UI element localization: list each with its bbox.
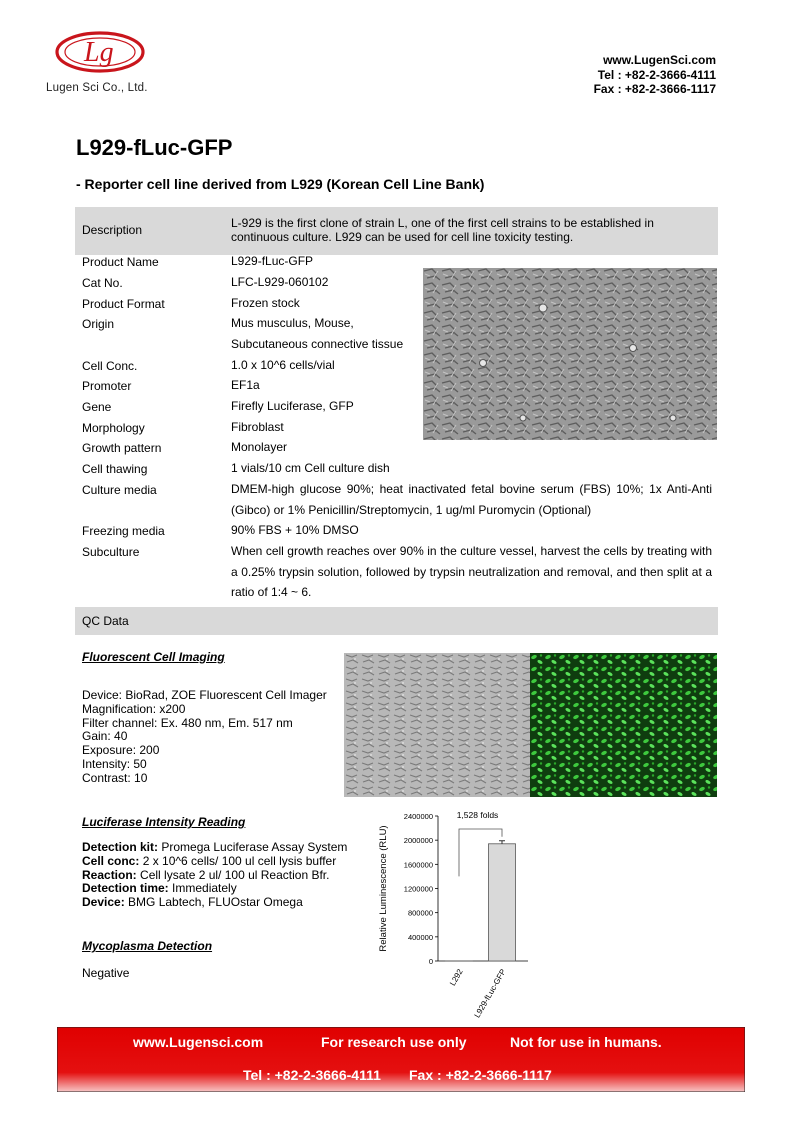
imaging-detail-line: Contrast: 10 [82,770,148,785]
spec-value: Firefly Luciferase, GFP [231,399,354,413]
cell-morphology-image [423,268,717,440]
luciferase-section-title: Luciferase Intensity Reading [82,815,246,829]
luciferase-key: Reaction: [82,867,137,882]
spec-value: DMEM-high glucose 90%; heat inactivated fetal bovine serum (FBS) 10%; 1x Anti-Anti (Gibco) or 1% Penicillin/Streptomycin, 1 ug/ml Puromycin (Optional) [231,482,712,517]
luciferase-value: 2 x 10^6 cells/ 100 ul cell lysis buffer [139,853,337,868]
luciferase-key: Detection time: [82,881,169,896]
spec-value: 90% FBS + 10% DMSO [231,523,359,537]
luciferase-line [82,896,347,910]
header-tel: Tel : +82-2-3666-4111 [597,67,716,82]
imaging-detail-line: Exposure: 200 [82,743,160,758]
bar [489,844,516,961]
luciferase-key: Detection kit: [82,840,159,854]
luciferase-chart [372,800,542,1030]
luciferase-details [82,841,347,910]
spec-value: EF1a [231,378,260,392]
spec-value: 1.0 x 10^6 cells/vial [231,358,335,372]
description-row [75,207,718,255]
luciferase-key: Cell conc: [82,853,140,868]
spec-label: Subculture [82,545,140,559]
spec-value: Fibroblast [231,420,284,434]
luciferase-value: Immediately [168,881,237,896]
footer-not-human: Not for use in humans. [510,1034,662,1050]
y-tick-label: 1600000 [403,860,433,870]
header-website[interactable]: www.LugenSci.com [603,53,716,67]
description-text: L-929 is the first clone of strain L, one of the first cell strains to be established in continuous culture. L929 can be used for cell line toxicity testing. [231,216,654,244]
description-label: Description [82,223,143,237]
y-tick-label: 1200000 [403,884,433,894]
mycoplasma-section-title: Mycoplasma Detection [82,939,213,953]
spec-value: L929-fLuc-GFP [231,254,314,268]
spec-label: Origin [82,317,115,331]
imaging-detail-line: Device: BioRad, ZOE Fluorescent Cell Imager [82,688,327,702]
imaging-detail-line: Gain: 40 [82,729,128,744]
spec-value: Subcutaneous connective tissue [231,337,404,351]
y-tick-label: 0 [428,957,433,966]
footer-tel: Tel : +82-2-3666-4111 [243,1067,381,1083]
luciferase-key: Device: [82,895,125,910]
y-tick-label: 2400000 [403,812,433,821]
header-fax: Fax : +82-2-3666-1117 [593,82,716,96]
luciferase-line [82,869,347,883]
luciferase-value: Cell lysate 2 ul/ 100 ul Reaction Bfr. [136,867,330,882]
spec-label: Gene [82,400,112,414]
x-tick-label: L292 [448,967,465,988]
logo-caption: Lugen Sci Co., Ltd. [46,82,148,94]
brightfield-image [344,653,530,797]
luciferase-line [82,882,347,896]
y-tick-label: 400000 [407,932,433,942]
spec-label: Promoter [82,379,132,393]
fold-annotation: 1,528 folds [456,810,499,820]
header-contact [594,53,716,97]
spec-label: Cat No. [82,276,123,290]
svg-text:Lg: Lg [84,37,114,68]
spec-label: Morphology [82,421,145,435]
x-tick-label: L929-fLuc-GFP [472,967,508,1020]
page-title: L929-fLuc-GFP [76,135,233,160]
spec-label: Growth pattern [82,441,162,455]
y-tick-label: 2000000 [403,836,433,846]
footer-line-2 [243,1067,552,1083]
qc-data-label: QC Data [82,614,129,628]
spec-label: Cell thawing [82,462,148,476]
spec-value: When cell growth reaches over 90% in the culture vessel, harvest the cells by treating with a 0.25% trypsin solution, followed by trypsin neutralization and removal, and then split at a ratio of 1:4 ~ 6. [231,544,712,600]
imaging-detail-line: Filter channel: Ex. 480 nm, Em. 517 nm [82,715,293,730]
luciferase-value: BMG Labtech, FLUOstar Omega [124,895,303,910]
spec-value: 1 vials/10 cm Cell culture dish [231,461,390,475]
imaging-section-title: Fluorescent Cell Imaging [82,650,225,664]
luciferase-bar-chart [372,800,542,1030]
y-axis-label: Relative Luminescence (RLU) [378,825,389,952]
spec-label: Freezing media [82,524,165,538]
footer-website[interactable]: www.Lugensci.com [133,1034,264,1050]
imaging-details [82,689,327,786]
spec-label: Product Format [82,297,165,311]
luciferase-line [82,841,347,855]
imaging-detail-line: Intensity: 50 [82,756,147,771]
luciferase-line [82,855,347,869]
spec-value: Monolayer [231,440,288,454]
spec-value: Mus musculus, Mouse, [231,316,354,330]
mycoplasma-result: Negative [82,966,130,980]
page-subtitle: - Reporter cell line derived from L929 (Korean Cell Line Bank) [76,176,485,192]
y-tick-label: 800000 [407,908,433,918]
spec-label: Culture media [82,483,157,497]
imaging-detail-line: Magnification: x200 [82,701,186,716]
spec-label: Product Name [82,255,159,269]
qc-data-row [75,607,718,635]
spec-value: LFC-L929-060102 [231,275,329,289]
luciferase-value: Promega Luciferase Assay System [158,840,348,854]
footer-research: For research use only [321,1034,467,1050]
footer-line-1 [133,1034,662,1050]
spec-label: Cell Conc. [82,359,138,373]
gfp-fluorescence-image [530,653,717,797]
spec-value: Frozen stock [231,296,300,310]
footer-fax: Fax : +82-2-3666-1117 [409,1067,552,1083]
